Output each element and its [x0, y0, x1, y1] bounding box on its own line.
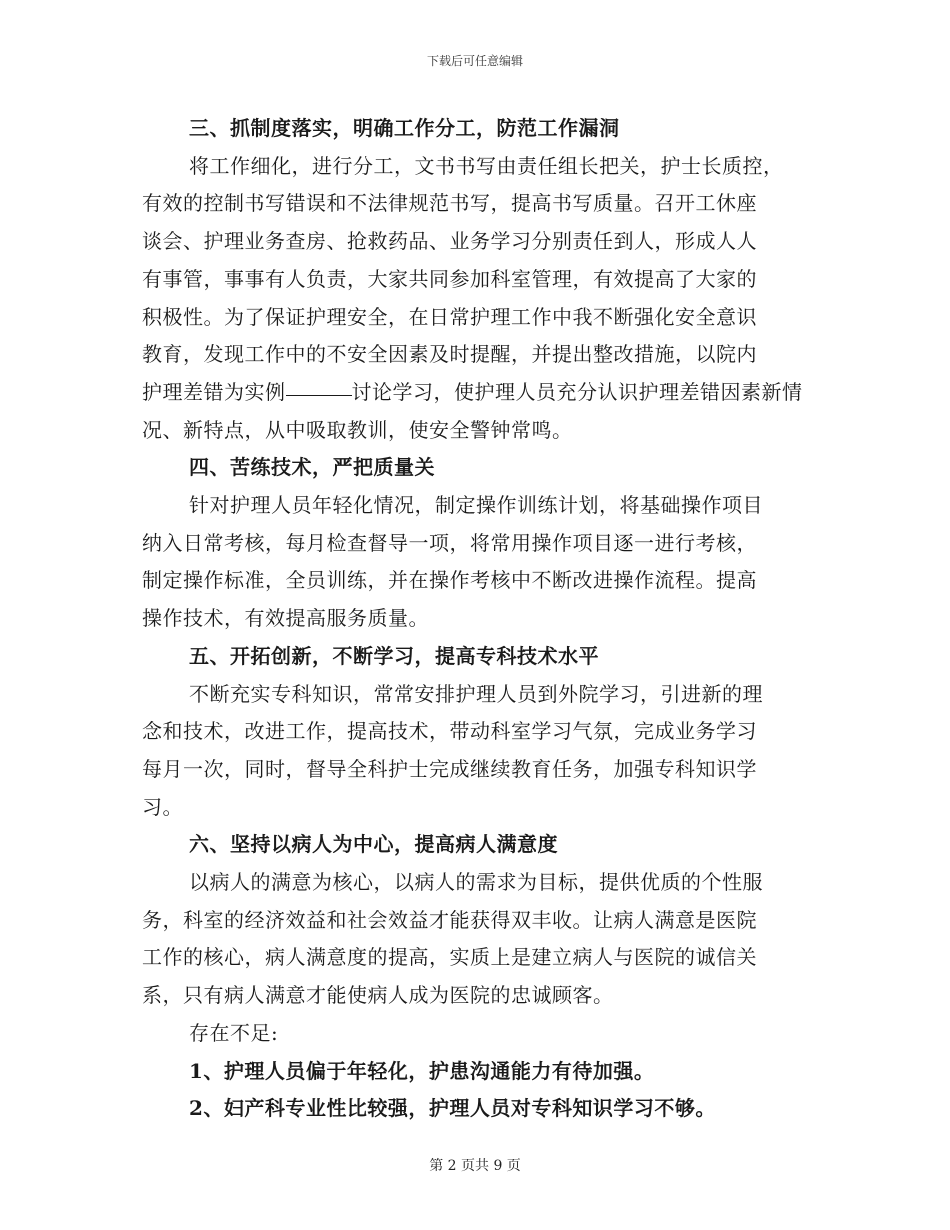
paragraph-line: 有效的控制书写错误和不法律规范书写，提高书写质量。召开工休座 — [142, 191, 757, 216]
section-heading: 五、开拓创新，不断学习，提高专科技术水平 — [189, 643, 599, 668]
paragraph-line: 纳入日常考核，每月检查督导一项，将常用操作项目逐一进行考核， — [142, 530, 757, 555]
section-heading: 三、抓制度落实，明确工作分工，防范工作漏洞 — [189, 116, 620, 140]
paragraph-line: 每月一次，同时，督导全科护士完成继续教育任务，加强专科知识学 — [142, 756, 757, 781]
page-footer: 第 2 页共 9 页 — [429, 1158, 521, 1174]
paragraph-line: 工作的核心，病人满意度的提高，实质上是建立病人与医院的诚信关 — [142, 945, 757, 970]
paragraph-line: 系，只有病人满意才能使病人成为医院的忠诚顾客。 — [142, 983, 614, 1008]
paragraph-line: 将工作细化，进行分工，文书书写由责任组长把关，护士长质控， — [189, 153, 784, 178]
paragraph-line: 不断充实专科知识，常常安排护理人员到外院学习，引进新的理 — [189, 681, 763, 706]
page-header: 下载后可任意编辑 — [426, 54, 523, 68]
fill-in-blank — [286, 394, 352, 396]
shortcoming-item: 1、护理人员偏于年轻化，护患沟通能力有待加强。 — [189, 1058, 655, 1083]
paragraph-line: 谈会、护理业务查房、抢救药品、业务学习分别责任到人，形成人人 — [142, 229, 757, 254]
paragraph-line: 针对护理人员年轻化情况，制定操作训练计划，将基础操作项目 — [189, 493, 763, 518]
shortcoming-item: 2、妇产科专业性比较强，护理人员对专科知识学习不够。 — [189, 1096, 716, 1121]
paragraph-line: 务，科室的经济效益和社会效益才能获得双丰收。让病人满意是医院 — [142, 907, 757, 932]
shortcomings-label: 存在不足: — [189, 1020, 279, 1045]
paragraph-line: 以病人的满意为核心，以病人的需求为目标，提供优质的个性服 — [189, 870, 763, 895]
paragraph-line: 积极性。为了保证护理安全，在日常护理工作中我不断强化安全意识 — [142, 304, 757, 329]
line-segment: 护理差错为实例 — [142, 379, 286, 404]
line-segment: 讨论学习，使护理人员充分认识护理差错因素新情 — [351, 379, 803, 404]
document-body — [142, 110, 810, 1128]
paragraph-line: 制定操作标准，全员训练，并在操作考核中不断改进操作流程。提高 — [142, 568, 757, 593]
section-heading: 四、苦练技术，严把质量关 — [189, 455, 435, 480]
paragraph-line: 有事管，事事有人负责，大家共同参加科室管理，有效提高了大家的 — [142, 266, 757, 291]
paragraph-line: 教育，发现工作中的不安全因素及时提醒，并提出整改措施，以院内 — [142, 342, 757, 367]
paragraph-line: 况、新特点，从中吸取教训，使安全警钟常鸣。 — [142, 417, 573, 442]
paragraph-line: 念和技术，改进工作，提高技术，带动科室学习气氛，完成业务学习 — [142, 719, 757, 744]
paragraph-line: 操作技术，有效提高服务质量。 — [142, 606, 429, 631]
section-heading: 六、坚持以病人为中心，提高病人满意度 — [189, 832, 558, 857]
paragraph-line — [142, 374, 810, 412]
paragraph-line: 习。 — [142, 794, 183, 819]
